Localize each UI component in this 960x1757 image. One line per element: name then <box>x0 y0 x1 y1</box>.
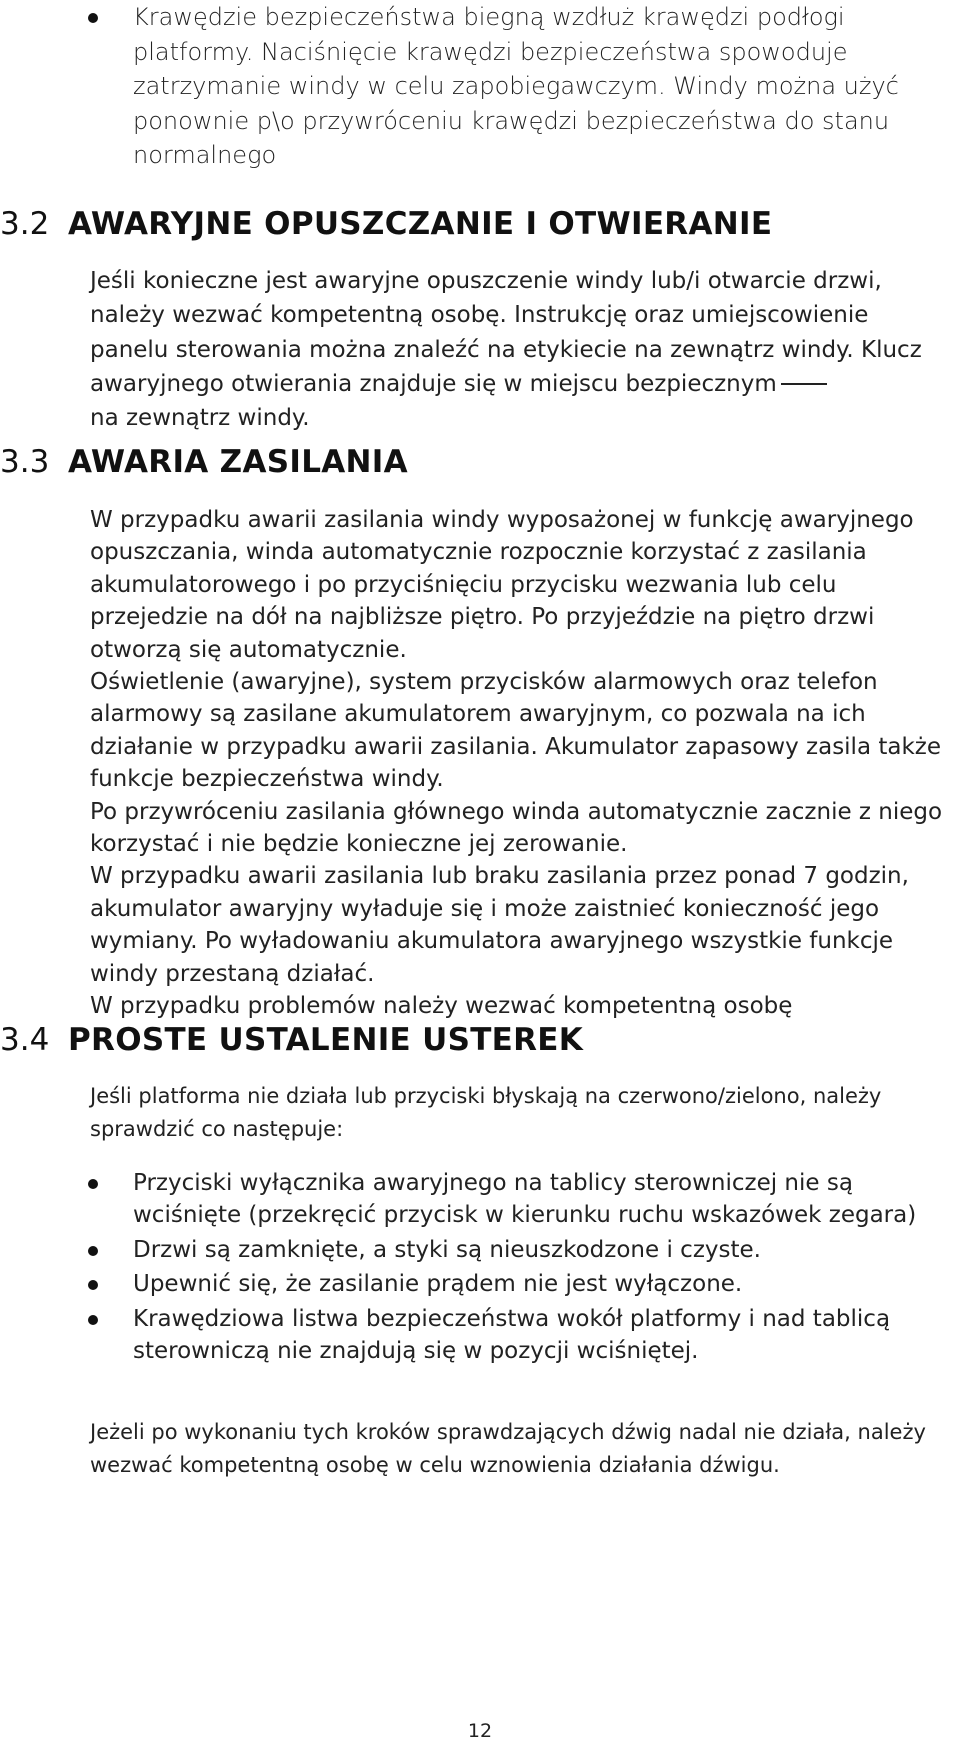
bullet-icon <box>88 13 98 23</box>
section-number: 3.3 <box>0 444 50 480</box>
list-item-text: Przyciski wyłącznika awaryjnego na tablicy sterowniczej nie są wciśnięte (przekręcić przycisk w kierunku ruchu wskazówek zegara) <box>133 1170 917 1229</box>
paragraph-text-end: na zewnątrz windy. <box>90 405 310 432</box>
bullet-icon <box>88 1280 98 1290</box>
bullet-icon <box>88 1315 98 1325</box>
list-item <box>0 1167 960 1232</box>
top-bullet-list <box>0 0 960 173</box>
section-3-4-intro: Jeśli platforma nie działa lub przyciski błyskają na czerwono/zielono, należy sprawdzić co następuje: <box>90 1084 882 1141</box>
section-number: 3.4 <box>0 1022 50 1058</box>
section-title: AWARYJNE OPUSZCZANIE I OTWIERANIE <box>68 206 773 242</box>
troubleshooting-list <box>0 1167 960 1367</box>
paragraph: W przypadku problemów należy wezwać kompetentną osobę <box>90 993 793 1020</box>
section-3-3-body <box>90 504 950 1023</box>
bullet-icon <box>88 1246 98 1256</box>
paragraph: W przypadku awarii zasilania lub braku zasilania przez ponad 7 godzin, akumulator awaryjny wyładuje się i może zaistnieć konieczność jego wymiany. Po wyładowaniu akumulatora awaryjnego wszystkie funkcje windy przestaną działać. <box>90 863 909 987</box>
list-item-text: Drzwi są zamknięte, a styki są nieuszkodzone i czyste. <box>133 1236 761 1263</box>
bullet-icon <box>88 1179 98 1189</box>
section-3-2-paragraph <box>90 264 950 435</box>
section-3-4-outro: Jeżeli po wykonaniu tych kroków sprawdzających dźwig nadal nie działa, należy wezwać kompetentną osobę w celu wznowienia działania dźwigu. <box>90 1420 926 1477</box>
list-item <box>0 1303 960 1368</box>
section-number: 3.2 <box>0 206 50 242</box>
list-item-text: Krawędziowa listwa bezpieczeństwa wokół platformy i nad tablicą sterowniczą nie znajdują się w pozycji wciśniętej. <box>133 1305 891 1365</box>
list-item-text: Krawędzie bezpieczeństwa biegną wzdłuż krawędzi podłogi platformy. Naciśnięcie krawędzi bezpieczeństwa spowoduje zatrzymanie windy w celu zapobiegawczym. Windy można użyć ponownie p\o przywróceniu krawędzi bezpieczeństwa do stanu normalnego <box>133 3 899 169</box>
paragraph: Oświetlenie (awaryjne), system przycisków alarmowych oraz telefon alarmowy są zasilane akumulatorem awaryjnym, co pozwala na ich działanie w przypadku awarii zasilania. Akumulator zapasowy zasila także funkcje bezpieczeństwa windy. <box>90 669 942 793</box>
list-item <box>0 1268 960 1300</box>
paragraph-text: Jeśli konieczne jest awaryjne opuszczenie windy lub/i otwarcie drzwi, należy wezwać kompetentną osobę. Instrukcję oraz umiejscowienie panelu sterowania można znaleźć na etykiecie na zewnątrz windy. Klucz awaryjnego otwierania znajduje się w miejscu bezpiecznym <box>90 268 922 397</box>
section-title: PROSTE USTALENIE USTEREK <box>68 1022 584 1058</box>
paragraph: W przypadku awarii zasilania windy wyposażonej w funkcję awaryjnego opuszczania, winda automatycznie rozpocznie korzystać z zasilania akumulatorowego i po przyciśnięciu przycisku wezwania lub celu przejedzie na dół na najbliższe piętro. Po przyjeździe na piętro drzwi otworzą się automatycznie. <box>90 507 914 663</box>
list-item <box>0 1234 960 1266</box>
list-item-text: Upewnić się, że zasilanie prądem nie jest wyłączone. <box>133 1271 743 1298</box>
page-number: 12 <box>467 1720 493 1742</box>
list-item <box>0 0 960 173</box>
section-title: AWARIA ZASILANIA <box>68 444 408 480</box>
dash-line <box>781 383 827 385</box>
paragraph: Po przywróceniu zasilania głównego winda automatycznie zacznie z niego korzystać i nie będzie konieczne jej zerowanie. <box>90 798 943 858</box>
